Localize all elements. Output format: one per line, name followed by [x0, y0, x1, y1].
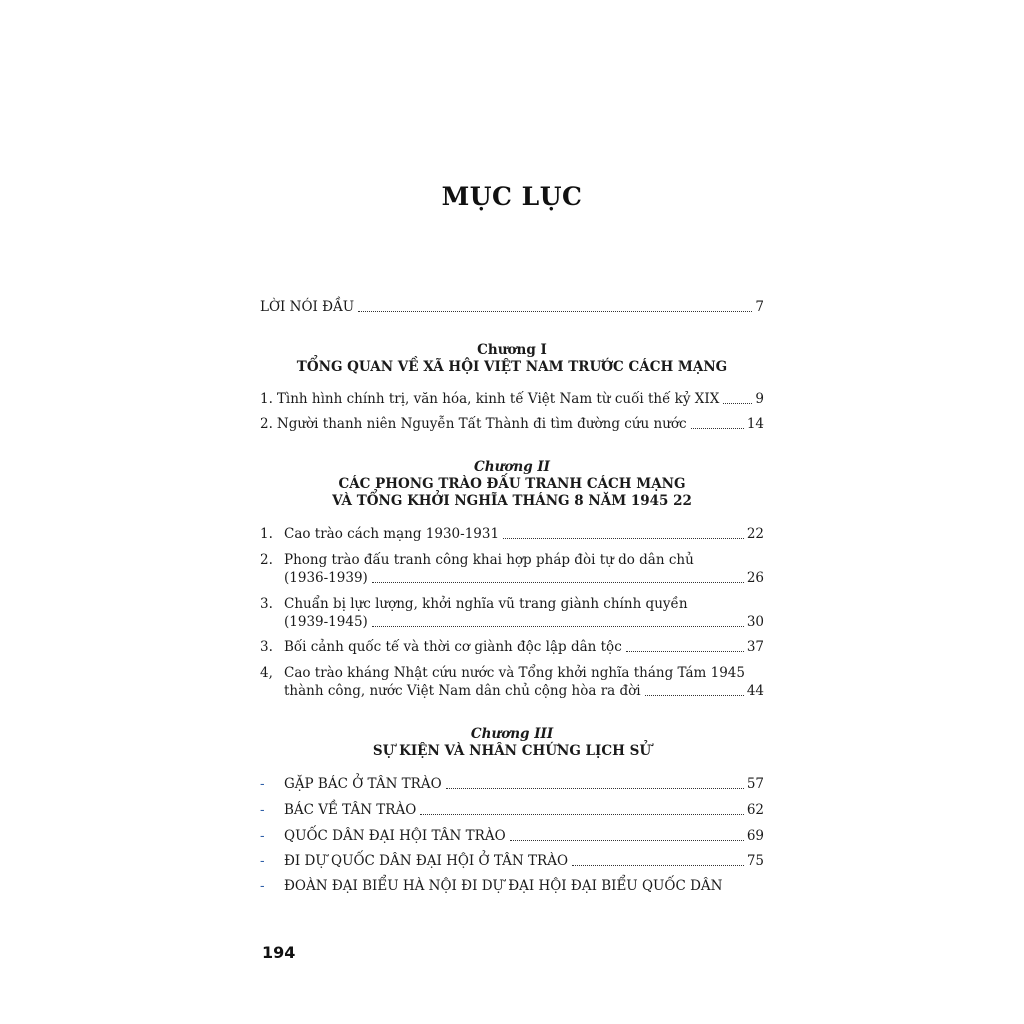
toc-entry-page: 22: [746, 526, 764, 542]
toc-entry-text: GẶP BÁC Ở TÂN TRÀO: [284, 776, 442, 792]
leader-dots: [510, 840, 744, 841]
toc-entry-preface[interactable]: [260, 298, 764, 316]
toc-entry-text: LỜI NÓI ĐẦU: [260, 299, 355, 315]
toc-entry-text: Tình hình chính trị, văn hóa, kinh tế Việt Nam từ cuối thế kỷ XIX: [276, 391, 720, 407]
toc-entry-number: 4,: [260, 665, 273, 681]
leader-dots: [723, 403, 752, 404]
toc-entry-text: Phong trào đấu tranh công khai hợp pháp đòi tự do dân chủ: [284, 552, 694, 568]
toc-entry-text: Cao trào cách mạng 1930-1931: [284, 526, 500, 542]
toc-entry-number: 3.: [260, 596, 273, 612]
leader-dots: [446, 788, 744, 789]
toc-entry-text: ĐI DỰ QUỐC DÂN ĐẠI HỘI Ở TÂN TRÀO: [284, 853, 569, 869]
toc-entry-page: 14: [746, 416, 764, 432]
chapter-title-line: CÁC PHONG TRÀO ĐẤU TRANH CÁCH MẠNG: [338, 476, 686, 492]
leader-dots: [626, 651, 744, 652]
leader-dots: [691, 428, 744, 429]
toc-entry[interactable]: [260, 664, 764, 700]
toc-entry-page: 37: [746, 639, 764, 655]
toc-entry-page: 69: [746, 828, 764, 844]
page-title: MỤC LỤC: [441, 182, 583, 211]
toc-entry[interactable]: [260, 525, 764, 543]
toc-entry[interactable]: [260, 638, 764, 656]
toc-entry-text-continued: (1939-1945): [284, 614, 368, 630]
toc-entry-number: 1.: [260, 391, 273, 407]
toc-entry-bullet: -: [260, 776, 265, 792]
toc-entry-page: 62: [746, 802, 764, 818]
toc-entry-text: BÁC VỀ TÂN TRÀO: [284, 802, 417, 818]
toc-entry[interactable]: [260, 595, 764, 631]
toc-entry-text: ĐOÀN ĐẠI BIỂU HÀ NỘI ĐI DỰ ĐẠI HỘI ĐẠI BIỂU QUỐC DÂN: [284, 878, 723, 894]
chapter-heading: [260, 342, 764, 376]
toc-entry-text: Bối cảnh quốc tế và thời cơ giành độc lập dân tộc: [284, 639, 622, 655]
toc-entry-number: 2.: [260, 416, 273, 432]
toc-entry-page: 57: [746, 776, 764, 792]
toc-entry-number: 3.: [260, 639, 273, 655]
toc-entry-bullet: -: [260, 828, 265, 844]
toc-entry-bullet: -: [260, 802, 265, 818]
toc-entry-page: 30: [746, 614, 764, 630]
page-number: 194: [262, 943, 296, 962]
leader-dots: [372, 582, 744, 583]
toc-entry-text-continued: thành công, nước Việt Nam dân chủ cộng hòa ra đời: [284, 683, 641, 699]
toc-entry[interactable]: [260, 827, 764, 845]
leader-dots: [372, 626, 744, 627]
toc-entry-text: QUỐC DÂN ĐẠI HỘI TÂN TRÀO: [284, 828, 506, 844]
toc-entry-page: 9: [755, 391, 764, 407]
toc-entry[interactable]: [260, 775, 764, 793]
toc-entry-text: Người thanh niên Nguyễn Tất Thành đi tìm đường cứu nước: [276, 416, 687, 432]
toc-entry[interactable]: [260, 415, 764, 433]
chapter-heading: [260, 459, 764, 510]
toc-entry-page: 75: [746, 853, 764, 869]
leader-dots: [503, 538, 744, 539]
toc-entry[interactable]: [260, 852, 764, 870]
toc-entry-text: Chuẩn bị lực lượng, khởi nghĩa vũ trang giành chính quyền: [284, 596, 688, 612]
chapter-label: Chương III: [470, 726, 554, 742]
toc-entry-text-continued: (1936-1939): [284, 570, 368, 586]
toc-entry-page: 26: [746, 570, 764, 586]
toc-entry-number: 1.: [260, 526, 273, 542]
toc-entry-number: 2.: [260, 552, 273, 568]
leader-dots: [358, 311, 752, 312]
chapter-title-line: SỰ KIỆN VÀ NHÂN CHỨNG LỊCH SỬ: [372, 743, 652, 759]
toc-entry-page: 44: [746, 683, 764, 699]
chapter-title-line: VÀ TỔNG KHỞI NGHĨA THÁNG 8 NĂM 1945 22: [332, 493, 692, 509]
leader-dots: [420, 814, 744, 815]
leader-dots: [572, 865, 744, 866]
toc-entry-text: Cao trào kháng Nhật cứu nước và Tổng khởi nghĩa tháng Tám 1945: [284, 665, 745, 681]
chapter-label: Chương II: [474, 459, 550, 475]
toc-entry[interactable]: [260, 877, 764, 895]
chapter-title-line: TỔNG QUAN VỀ XÃ HỘI VIỆT NAM TRƯỚC CÁCH MẠNG: [296, 359, 728, 375]
chapter-heading: [260, 726, 764, 760]
toc-entry[interactable]: [260, 551, 764, 587]
toc-entry[interactable]: [260, 390, 764, 408]
toc-entry-bullet: -: [260, 853, 265, 869]
leader-dots: [645, 695, 744, 696]
toc-entry[interactable]: [260, 801, 764, 819]
toc-entry-page: 7: [755, 299, 764, 315]
chapter-label: Chương I: [477, 342, 547, 358]
toc-entry-bullet: -: [260, 878, 265, 894]
